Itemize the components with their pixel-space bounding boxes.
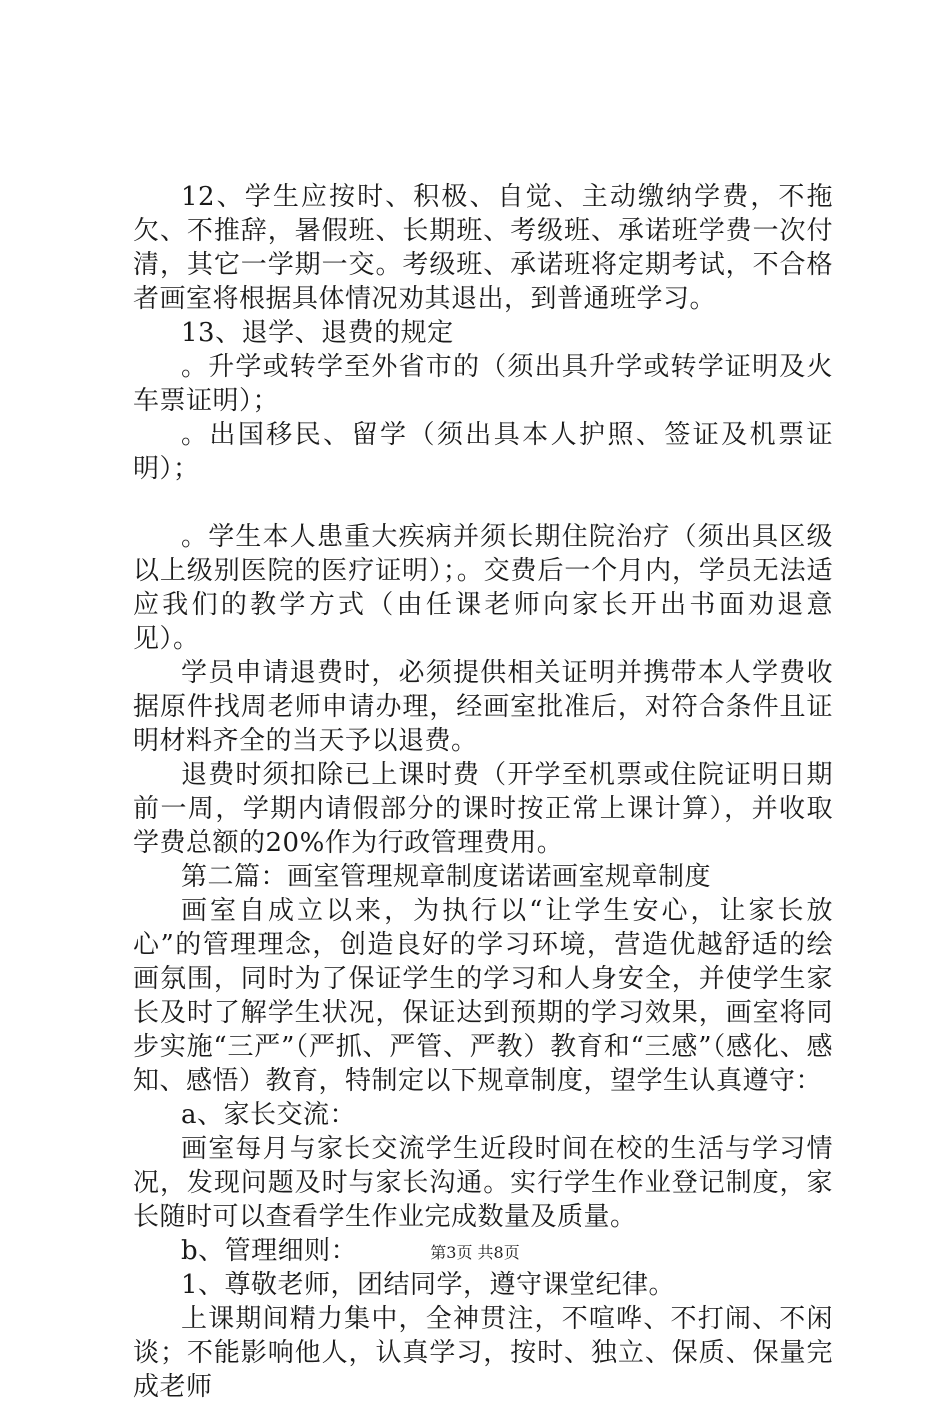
paragraph-transfer: 。升学或转学至外省市的（须出具升学或转学证明及火车票证明）； — [133, 352, 833, 416]
paragraph-parent-communication: 画室每月与家长交流学生近段时间在校的生活与学习情况，发现问题及时与家长沟通。实行学生作业登记制度，家长随时可以查看学生作业完成数量及质量。 — [133, 1134, 833, 1232]
paragraph-spacer — [133, 486, 833, 520]
page-number-footer: 第3页 共8页 — [430, 1243, 520, 1262]
paragraph-refund-application: 学员申请退费时，必须提供相关证明并携带本人学费收据原件找周老师申请办理，经画室批准后，对符合条件且证明材料齐全的当天予以退费。 — [133, 658, 833, 756]
paragraph-emigration: 。出国移民、留学（须出具本人护照、签证及机票证明）； — [133, 420, 833, 484]
paragraph-12-tuition: 12、学生应按时、积极、自觉、主动缴纳学费，不拖欠、不推辞，暑假班、长期班、考级班、承诺班学费一次付清，其它一学期一交。考级班、承诺班将定期考试，不合格者画室将根据具体情况劝其退出，到普通班学习。 — [133, 182, 833, 314]
document-body — [133, 180, 833, 1404]
paragraph-class-conduct: 上课期间精力集中，全神贯注，不喧哗、不打闹、不闲谈；不能影响他人，认真学习，按时、独立、保质、保量完成老师 — [133, 1304, 833, 1402]
paragraph-intro: 画室自成立以来，为执行以“让学生安心，让家长放心”的管理理念，创造良好的学习环境，营造优越舒适的绘画氛围，同时为了保证学生的学习和人身安全，并使学生家长及时了解学生状况，保证达到预期的学习效果，画室将同步实施“三严”（严抓、严管、严教）教育和“三感”（感化、感知、感悟）教育，特制定以下规章制度，望学生认真遵守： — [133, 896, 833, 1096]
paragraph-refund-deduction: 退费时须扣除已上课时费（开学至机票或住院证明日期前一周，学期内请假部分的课时按正常上课计算），并收取学费总额的20%作为行政管理费用。 — [133, 760, 833, 858]
paragraph-rule-1: 1、尊敬老师，团结同学，遵守课堂纪律。 — [181, 1270, 676, 1300]
subheading-management-rules: b、管理细则： — [181, 1236, 358, 1266]
paragraph-illness: 。学生本人患重大疾病并须长期住院治疗（须出具区级以上级别医院的医疗证明）；。交费后一个月内，学员无法适应我们的教学方式（由任课老师向家长开出书面劝退意见）。 — [133, 522, 833, 654]
subheading-parent-communication: a、家长交流： — [181, 1100, 357, 1130]
section-title-part-two: 第二篇：画室管理规章制度诺诺画室规章制度 — [181, 862, 712, 892]
paragraph-13-heading: 13、退学、退费的规定 — [181, 318, 454, 348]
